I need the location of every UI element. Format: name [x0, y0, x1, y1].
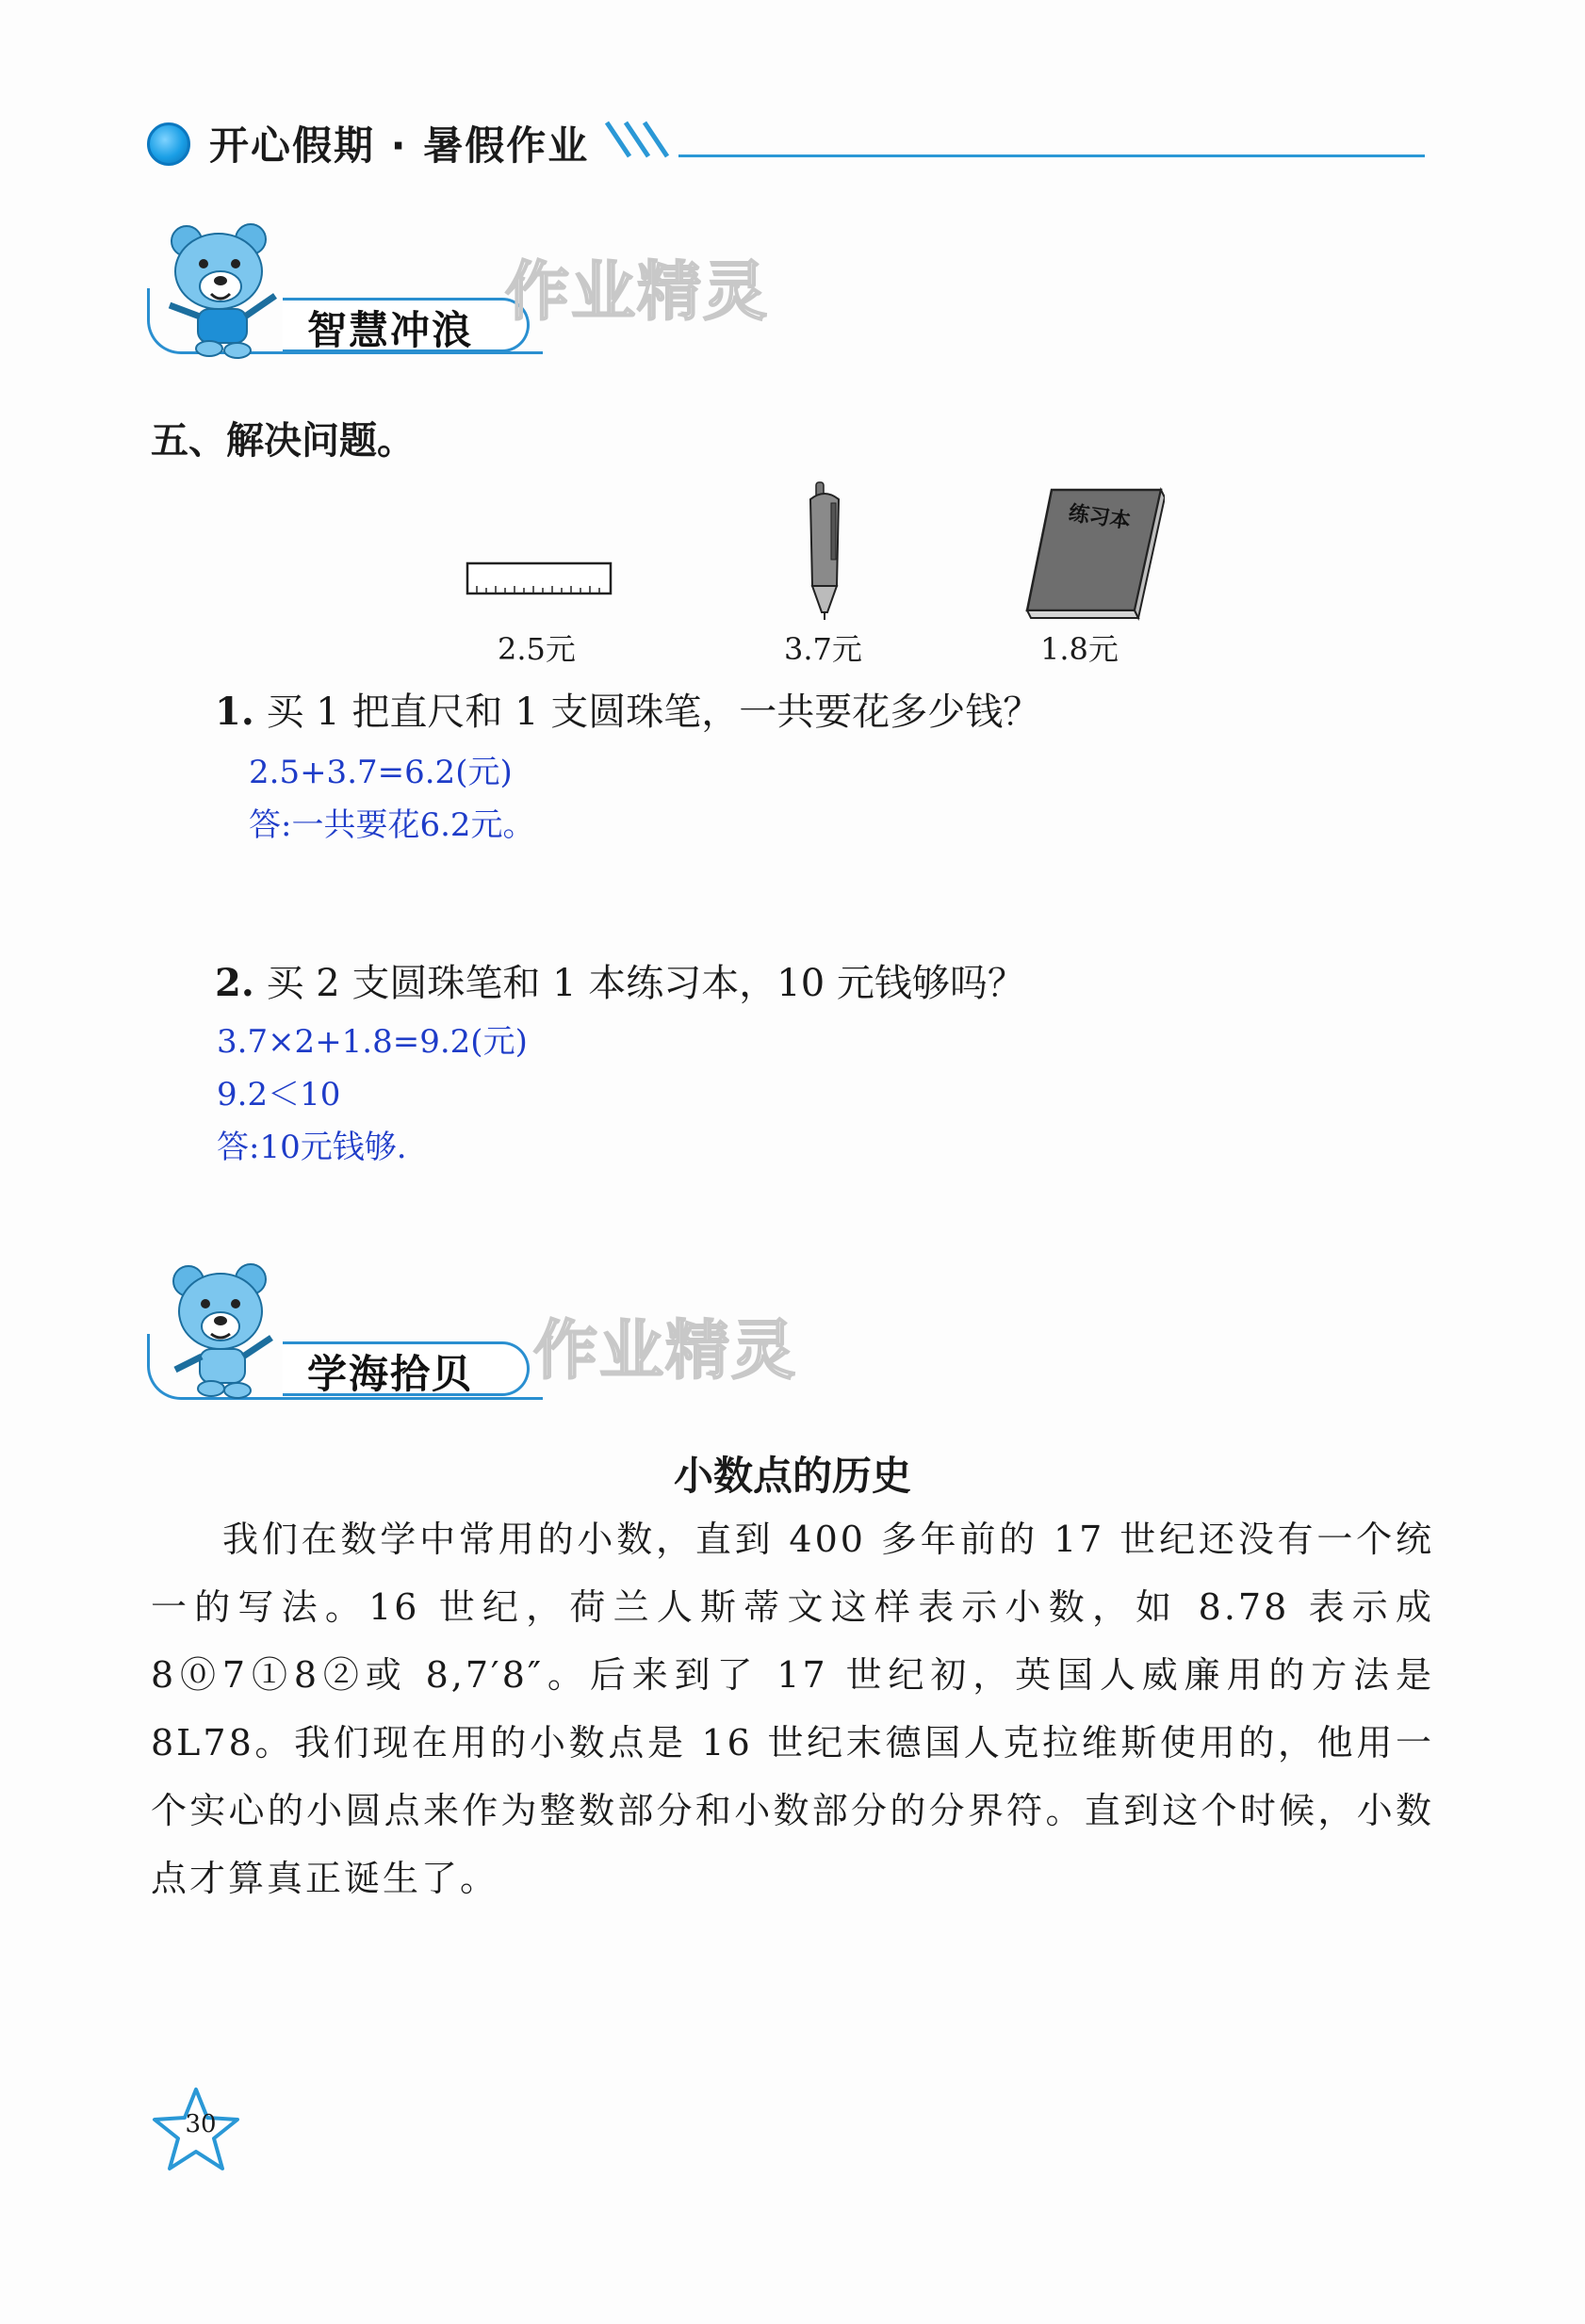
answer-1-line: 2.5+3.7=6.2(元) [249, 754, 513, 791]
article-body [151, 1505, 1434, 1912]
watermark-text: 作业精灵 [505, 255, 770, 330]
question-1-number: 1. [215, 690, 254, 734]
answer-2 [217, 1016, 528, 1174]
question-1 [215, 682, 1040, 736]
banner-learning-label: 学海拾贝 [307, 1351, 474, 1397]
header-circle-icon [147, 122, 190, 166]
pen-icon [803, 480, 846, 622]
answer-2-line: 答:10元钱够. [217, 1129, 407, 1166]
watermark-text: 作业精灵 [533, 1314, 798, 1389]
question-2-number: 2. [215, 961, 254, 1005]
question-2-text: 买 2 支圆珠笔和 1 本练习本，10 元钱够吗？ [266, 962, 1025, 1005]
question-2 [215, 953, 1025, 1007]
bear-mascot-icon [162, 1259, 285, 1400]
page-number: 30 [185, 2110, 217, 2138]
answer-2-line: 9.2＜10 [217, 1076, 341, 1113]
ruler-price: 2.5元 [498, 631, 576, 667]
article-title: 小数点的历史 [673, 1453, 911, 1499]
section-heading: 五、解决问题。 [151, 419, 415, 463]
answer-1-line: 答:一共要花6.2元。 [249, 806, 535, 844]
banner-wisdom-label: 智慧冲浪 [307, 307, 474, 353]
answer-2-line: 3.7×2+1.8=9.2(元) [217, 1023, 528, 1061]
pen-price: 3.7元 [784, 631, 862, 667]
header-rule [678, 154, 1425, 157]
notebook-price: 1.8元 [1040, 631, 1119, 667]
notebook-label: 练习本 [1067, 500, 1133, 534]
answer-1 [249, 746, 535, 852]
header-title: 开心假期 · 暑假作业 [209, 122, 590, 169]
ruler-icon [466, 561, 614, 597]
question-1-text: 买 1 把直尺和 1 支圆珠笔，一共要花多少钱？ [266, 691, 1041, 734]
bear-mascot-icon [158, 219, 290, 360]
article-paragraph: 我们在数学中常用的小数，直到 400 多年前的 17 世纪还没有一个统一的写法。16 世纪，荷兰人斯蒂文这样表示小数，如 8.78 表示成 8⓪7①8②或 8,7′8″。后来到了 17 世纪初，英国人威廉用的方法是 8L78。我们现在用的小数点是 16 世纪末德国人克拉维斯使用的，他用一个实心的小圆点来作为整数部分和小数部分的分界符。直到这个时候，小数点才算真正诞生了。 [151, 1519, 1434, 1899]
header-slash-decoration [603, 119, 688, 160]
